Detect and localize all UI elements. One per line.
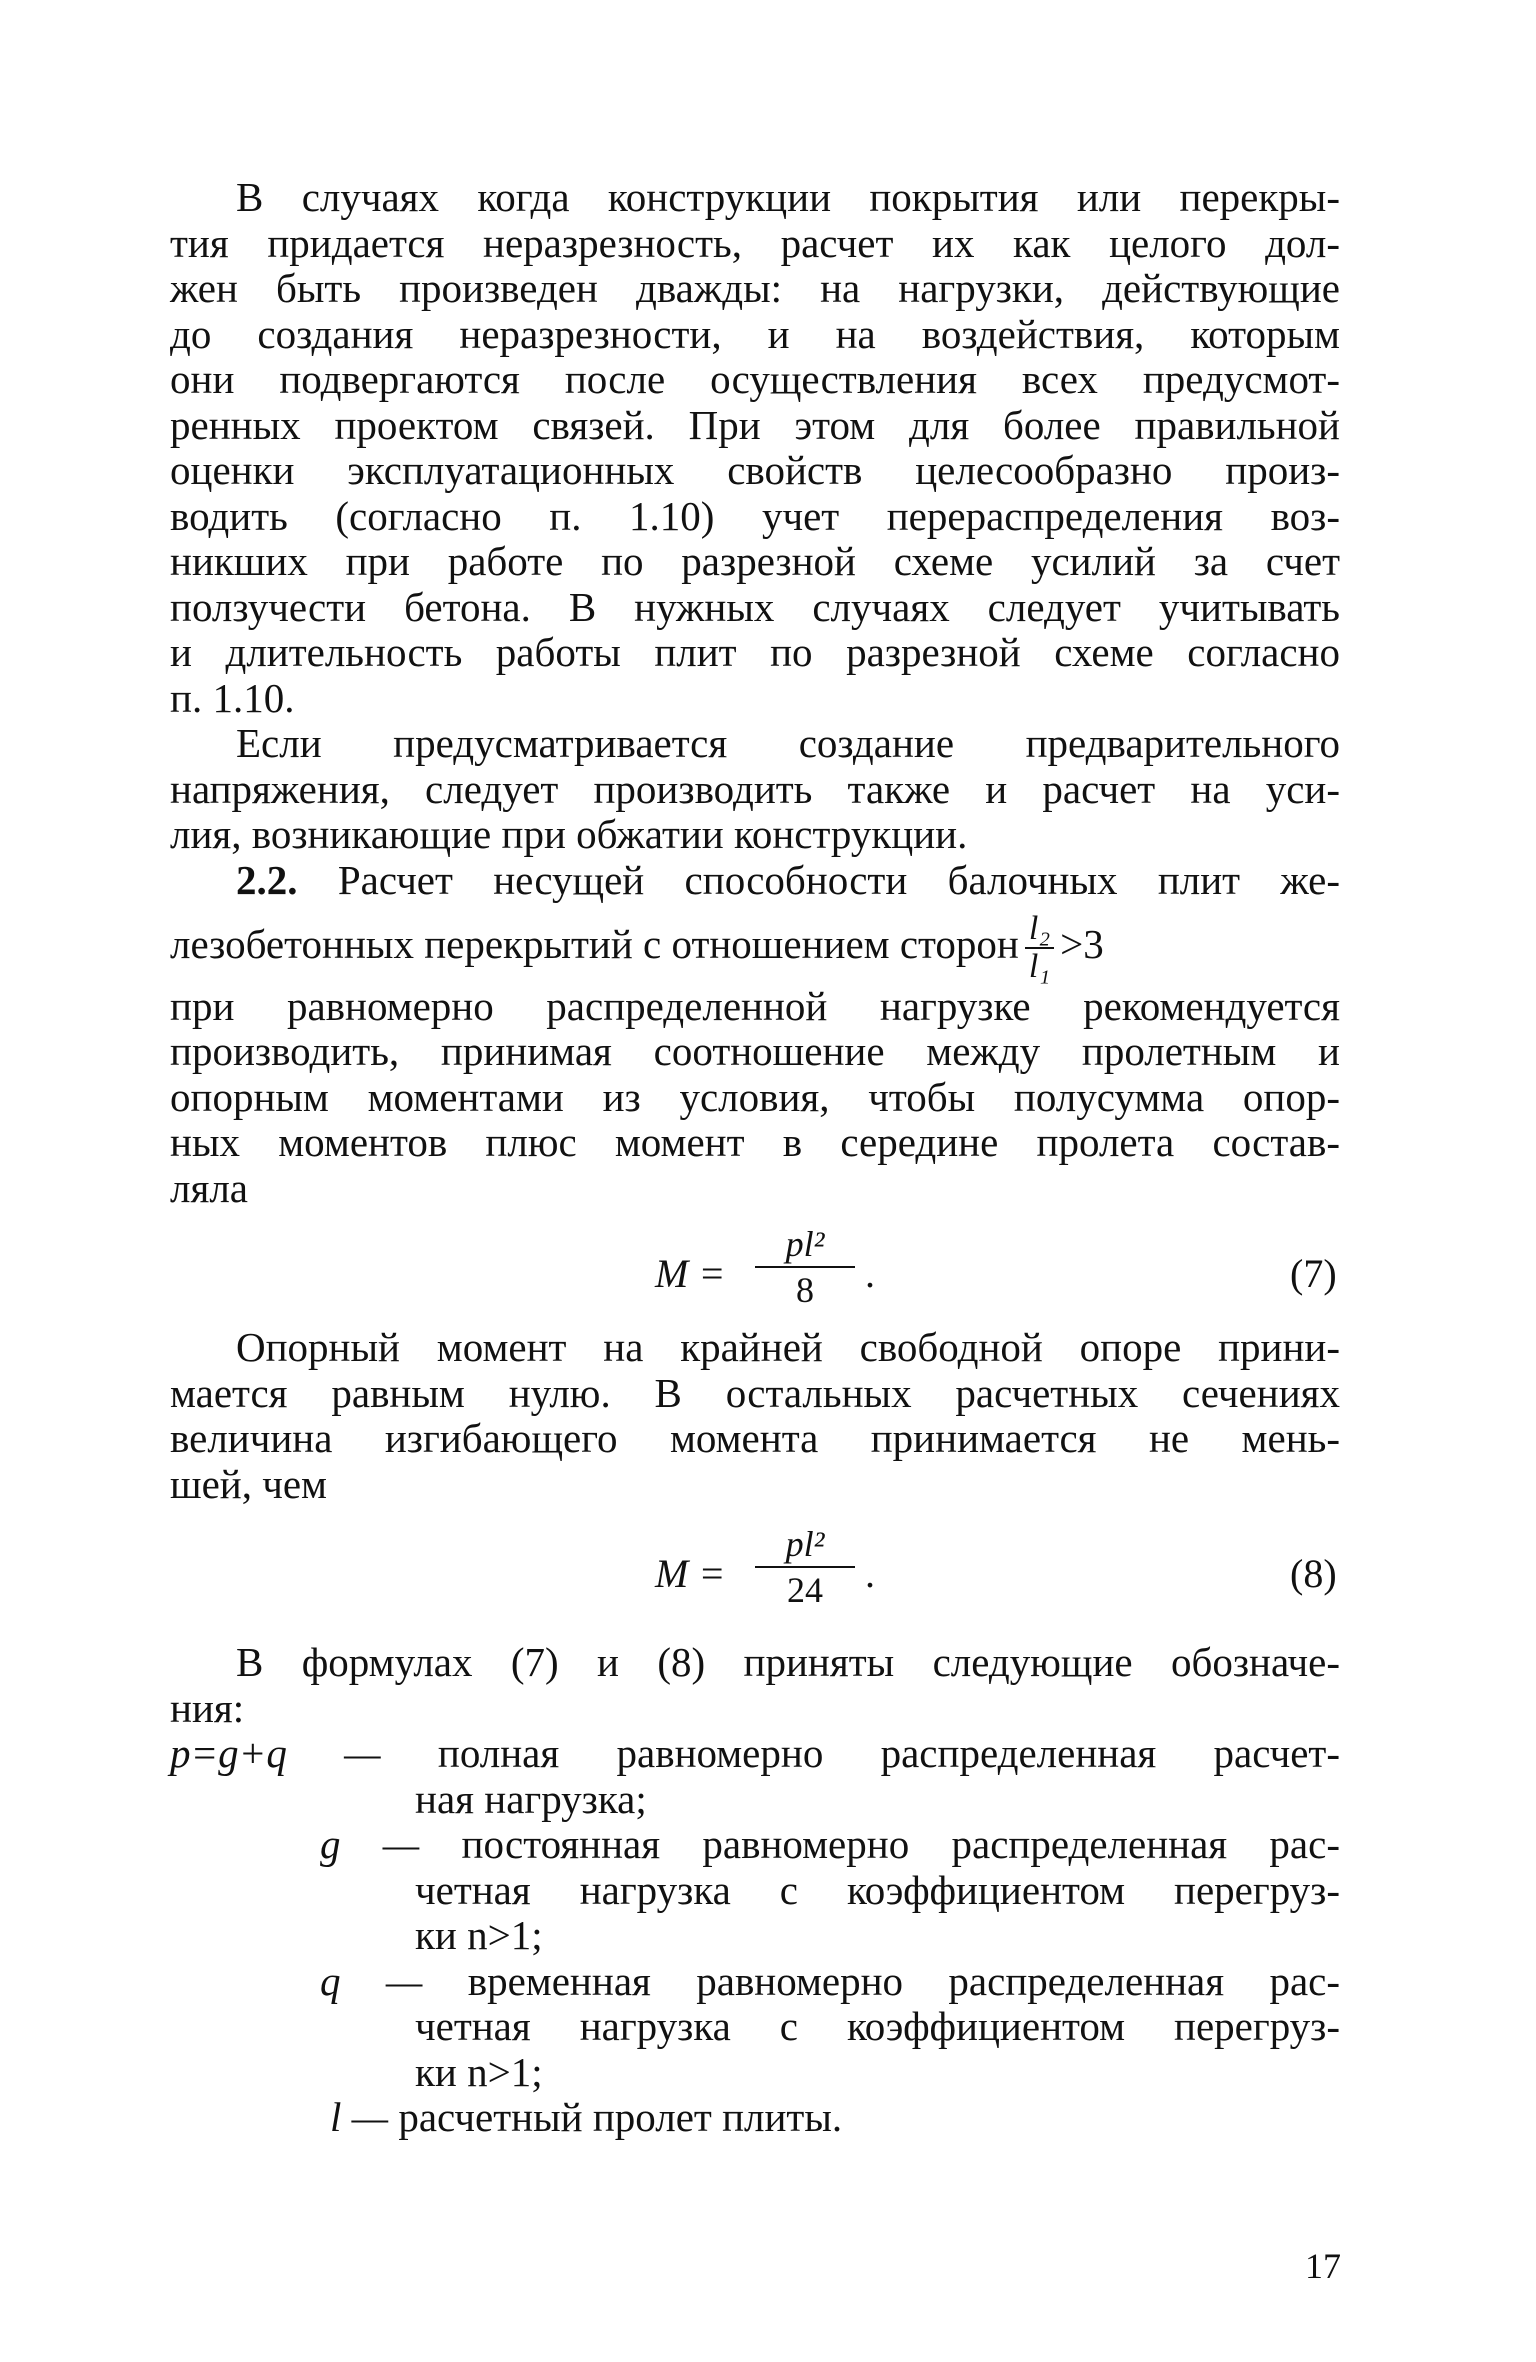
paragraph-1 bbox=[170, 175, 1340, 721]
page-number: 17 bbox=[1305, 2246, 1341, 2286]
legend-line: ки n>1; bbox=[415, 1912, 543, 1958]
text-line: ния: bbox=[170, 1684, 245, 1731]
text-line: и длительность работы плит по разрезной схеме согласно bbox=[170, 629, 1340, 675]
legend-line: четная нагрузка с коэффициентом перегруз- bbox=[415, 2003, 1340, 2049]
text-line: при равномерно распределенной нагрузке рекомендуется bbox=[170, 982, 1340, 1029]
legend-line bbox=[170, 1959, 1340, 2005]
legend-item-g bbox=[170, 1822, 1340, 1959]
paragraph-3 bbox=[170, 1325, 1340, 1507]
text-line: тия придается неразрезность, расчет их как целого дол- bbox=[170, 219, 1340, 266]
legend-line: четная нагрузка с коэффициентом перегруз- bbox=[415, 1866, 1340, 1913]
legend-item-p bbox=[170, 1731, 1340, 1822]
formula-fraction bbox=[755, 1222, 855, 1312]
formula-numerator: pl² bbox=[755, 1522, 855, 1568]
section-2-2 bbox=[170, 858, 1340, 1211]
ratio-line-text: лезобетонных перекрытий с отношением сторон bbox=[170, 920, 1019, 967]
notation-legend bbox=[170, 1640, 1340, 2141]
legend-symbol: g — bbox=[320, 1821, 420, 1867]
formula-period: . bbox=[865, 1551, 875, 1596]
section-number: 2.2. bbox=[236, 857, 298, 903]
text-line: жен быть произведен дважды: на нагрузки, действующие bbox=[170, 265, 1340, 311]
text-line: лия, возникающие при обжатии конструкции. bbox=[170, 811, 968, 857]
formula-lhs: M = bbox=[655, 1551, 726, 1596]
legend-symbol: p=g+q — bbox=[170, 1730, 381, 1776]
text-line: мается равным нулю. В остальных расчетных сечениях bbox=[170, 1369, 1340, 1416]
text-line: опорным моментами из условия, чтобы полусумма опор- bbox=[170, 1073, 1340, 1120]
text-line: до создания неразрезности, и на воздействия, которым bbox=[170, 310, 1340, 357]
text-line: величина изгибающего момента принимается не мень- bbox=[170, 1415, 1340, 1461]
formula-period: . bbox=[865, 1251, 875, 1296]
side-ratio-fraction bbox=[1025, 911, 1054, 985]
formula-numerator: pl² bbox=[755, 1222, 855, 1268]
legend-line bbox=[170, 1731, 1340, 1777]
equation-number: (7) bbox=[1290, 1251, 1337, 1296]
legend-symbol: q — bbox=[320, 1957, 423, 2004]
text-line: водить (согласно п. 1.10) учет перераспределения воз- bbox=[170, 492, 1340, 539]
formula-fraction bbox=[755, 1522, 855, 1612]
text-line: напряжения, следует производить также и расчет на уси- bbox=[170, 765, 1340, 812]
text-line: производить, принимая соотношение между пролетным и bbox=[170, 1028, 1340, 1074]
equation-number: (8) bbox=[1290, 1551, 1337, 1596]
legend-text: постоянная равномерно распределенная рас- bbox=[461, 1821, 1340, 1867]
ratio-suffix: >3 bbox=[1060, 920, 1104, 967]
text-line: ляла bbox=[170, 1164, 248, 1211]
text-line: ренных проектом связей. При этом для более правильной bbox=[170, 401, 1340, 448]
text-line: шей, чем bbox=[170, 1460, 327, 1507]
legend-symbol: l — bbox=[330, 2094, 389, 2140]
formula-denominator: 8 bbox=[796, 1270, 814, 1310]
formula-denominator: 24 bbox=[787, 1570, 823, 1610]
paragraph-2 bbox=[170, 721, 1340, 858]
section-heading-text: Расчет несущей способности балочных плит же- bbox=[337, 857, 1341, 903]
legend-text: полная равномерно распределенная расчет- bbox=[437, 1730, 1341, 1776]
legend-line: ная нагрузка; bbox=[415, 1775, 647, 1822]
formula-7 bbox=[0, 1222, 1536, 1312]
legend-line: ки n>1; bbox=[415, 2048, 543, 2095]
legend-line bbox=[170, 2095, 1340, 2141]
ratio-line bbox=[170, 904, 1340, 984]
section-heading-line bbox=[170, 858, 1340, 904]
text-line: никших при работе по разрезной схеме усилий за счет bbox=[170, 538, 1340, 584]
text-line: оценки эксплуатационных свойств целесообразно произ- bbox=[170, 447, 1340, 493]
ratio-denominator: l₁ bbox=[1028, 948, 1051, 986]
legend-item-q bbox=[170, 1959, 1340, 2096]
text-line: Если предусматривается создание предварительного bbox=[236, 720, 1340, 766]
text-line: п. 1.10. bbox=[170, 674, 295, 721]
legend-text: расчетный пролет плиты. bbox=[398, 2094, 843, 2140]
text-line: они подвергаются после осуществления всех предусмот- bbox=[170, 356, 1340, 402]
legend-item-l bbox=[170, 2095, 1340, 2141]
text-line: В случаях когда конструкции покрытия или перекры- bbox=[236, 174, 1340, 220]
legend-line bbox=[170, 1822, 1340, 1868]
legend-text: временная равномерно распределенная рас- bbox=[467, 1957, 1341, 2004]
text-line: ползучести бетона. В нужных случаях следует учитывать bbox=[170, 583, 1340, 630]
text-line: ных моментов плюс момент в середине пролета состав- bbox=[170, 1119, 1340, 1165]
text-line: Опорный момент на крайней свободной опоре прини- bbox=[236, 1324, 1340, 1370]
formula-8 bbox=[0, 1522, 1536, 1612]
ratio-numerator: l₂ bbox=[1025, 911, 1054, 949]
formula-lhs: M = bbox=[655, 1251, 726, 1296]
text-line: В формулах (7) и (8) приняты следующие обозначе- bbox=[236, 1639, 1340, 1685]
